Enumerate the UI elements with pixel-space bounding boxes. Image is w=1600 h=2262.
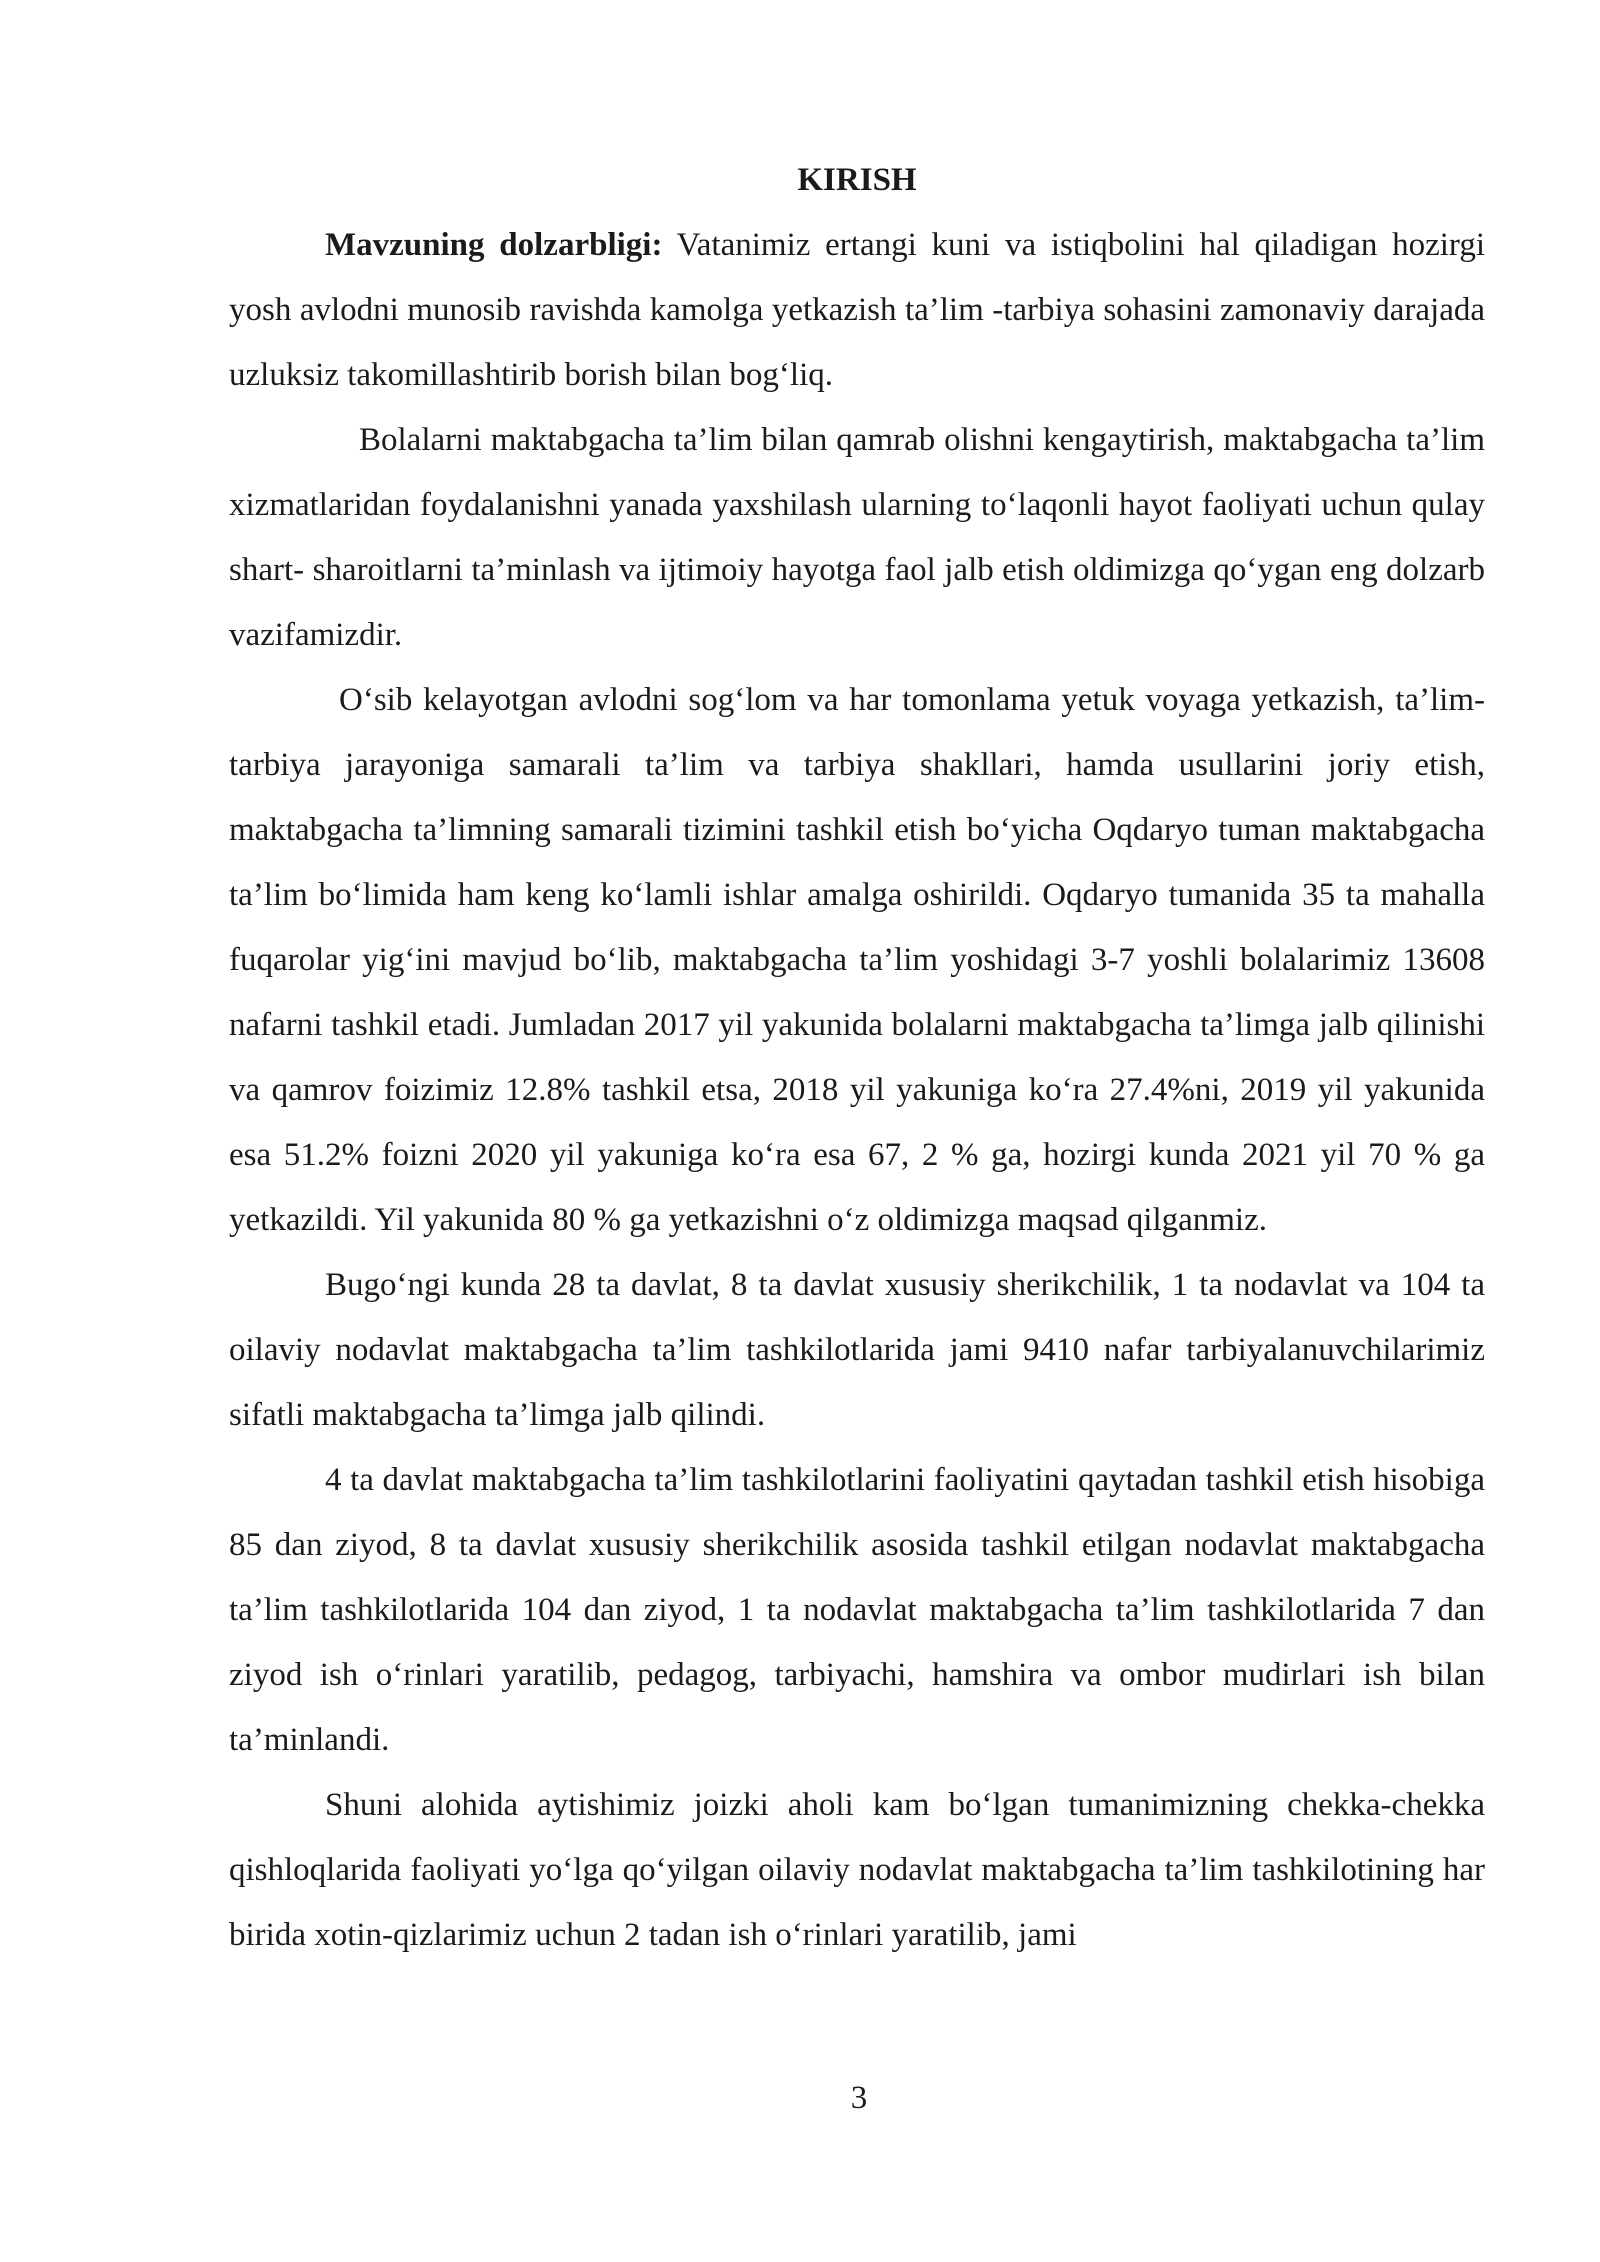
page-body (229, 148, 1485, 1968)
paragraph-text: Vatanimiz ertangi kuni va istiqbolini hal qiladigan hozirgi yosh avlodni munosib ravishda kamolga yetkazish ta’lim -tarbiya sohasini zamonaviy darajada uzluksiz takomillashtirib borish bilan bog‘liq. (229, 227, 1485, 393)
page-number: 3 (850, 2080, 868, 2116)
paragraph-coverage: Bolalarni maktabgacha ta’lim bilan qamrab olishni kengaytirish, maktabgacha ta’lim xizmatlaridan foydalanishni yanada yaxshilash ularning to‘laqonli hayot faoliyati uchun qulay shart- sharoitlarni ta’minlash va ijtimoiy hayotga faol jalb etish oldimizga qo‘ygan eng dolzarb vazifamizdir. (229, 422, 1485, 653)
paragraph-jobs: 4 ta davlat maktabgacha ta’lim tashkilotlarini faoliyatini qaytadan tashkil etish hisobiga 85 dan ziyod, 8 ta davlat xususiy sherikchilik asosida tashkil etilgan nodavlat maktabgacha ta’lim tashkilotlarida 104 dan ziyod, 1 ta nodavlat maktabgacha ta’lim tashkilotlarida 7 dan ziyod ish o‘rinlari yaratilib, pedagog, tarbiyachi, hamshira va ombor mudirlari ish bilan ta’minlandi. (229, 1462, 1485, 1758)
paragraph-lead-label: Mavzuning dolzarbligi: (325, 227, 663, 263)
section-title: KIRISH (797, 162, 917, 198)
paragraph-rural: Shuni alohida aytishimiz joizki aholi kam bo‘lgan tumanimizning chekka-chekka qishloqlarida faoliyati yo‘lga qo‘yilgan oilaviy nodavlat maktabgacha ta’lim tashkilotining har birida xotin-qizlarimiz uchun 2 tadan ish o‘rinlari yaratilib, jami (229, 1787, 1485, 1953)
paragraph-organizations: Bugo‘ngi kunda 28 ta davlat, 8 ta davlat xususiy sherikchilik, 1 ta nodavlat va 104 ta oilaviy nodavlat maktabgacha ta’lim tashkilotlarida jami 9410 nafar tarbiyalanuvchilarimiz sifatli maktabgacha ta’limga jalb qilindi. (229, 1267, 1485, 1433)
paragraph-statistics: O‘sib kelayotgan avlodni sog‘lom va har tomonlama yetuk voyaga yetkazish, ta’lim-tarbiya jarayoniga samarali ta’lim va tarbiya shakllari, hamda usullarini joriy etish, maktabgacha ta’limning samarali tizimini tashkil etish bo‘yicha Oqdaryo tuman maktabgacha ta’lim bo‘limida ham keng ko‘lamli ishlar amalga oshirildi. Oqdaryo tumanida 35 ta mahalla fuqarolar yig‘ini mavjud bo‘lib, maktabgacha ta’lim yoshidagi 3-7 yoshli bolalarimiz 13608 nafarni tashkil etadi. Jumladan 2017 yil yakunida bolalarni maktabgacha ta’limga jalb qilinishi va qamrov foizimiz 12.8% tashkil etsa, 2018 yil yakuniga ko‘ra 27.4%ni, 2019 yil yakunida esa 51.2% foizni 2020 yil yakuniga ko‘ra esa 67, 2 % ga, hozirgi kunda 2021 yil 70 % ga yetkazildi. Yil yakunida 80 % ga yetkazishni o‘z oldimizga maqsad qilganmiz. (229, 682, 1485, 1238)
paragraph-relevance (229, 213, 1485, 408)
